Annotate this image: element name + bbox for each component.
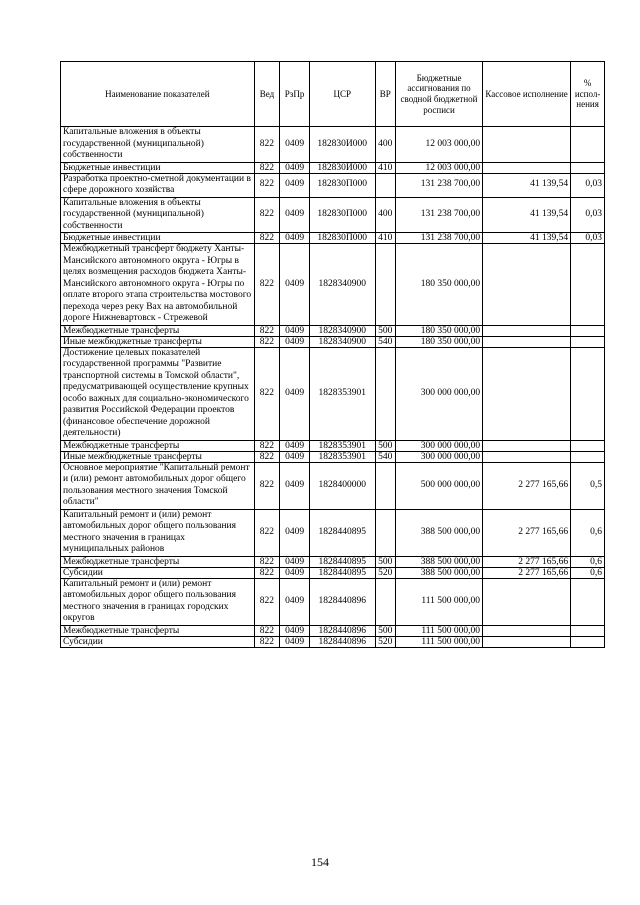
cell-rzpr: 0409 (280, 451, 310, 462)
cell-rzpr: 0409 (280, 197, 310, 233)
cell-pct (571, 244, 605, 326)
cell-name: Бюджетные инвестиции (61, 162, 255, 173)
cell-rzpr: 0409 (280, 567, 310, 578)
cell-name: Капитальные вложения в объекты государственной (муниципальной) собственности (61, 127, 255, 163)
cell-budget: 131 238 700,00 (395, 173, 482, 197)
cell-budget: 388 500 000,00 (395, 556, 482, 567)
cell-ved: 822 (254, 509, 280, 556)
cell-pct: 0,5 (571, 462, 605, 509)
cell-csr: 1828440896 (309, 625, 375, 636)
cell-pct: 0,03 (571, 197, 605, 233)
cell-budget: 388 500 000,00 (395, 567, 482, 578)
cell-name: Межбюджетные трансферты (61, 556, 255, 567)
cell-csr: 1828340900 (309, 336, 375, 347)
cell-csr: 182830П000 (309, 233, 375, 244)
cell-name: Капитальный ремонт и (или) ремонт автомобильных дорог общего пользования местного значения в границах городских округов (61, 578, 255, 625)
cell-rzpr: 0409 (280, 625, 310, 636)
header-vr: ВР (375, 62, 395, 127)
cell-name: Межбюджетные трансферты (61, 440, 255, 451)
cell-name: Межбюджетные трансферты (61, 325, 255, 336)
cell-rzpr: 0409 (280, 509, 310, 556)
cell-rzpr: 0409 (280, 336, 310, 347)
cell-cash (483, 325, 571, 336)
cell-pct (571, 347, 605, 440)
cell-cash: 2 277 165,66 (483, 509, 571, 556)
cell-cash: 41 139,54 (483, 197, 571, 233)
cell-pct (571, 451, 605, 462)
cell-budget: 12 003 000,00 (395, 162, 482, 173)
table-row (61, 162, 605, 173)
cell-pct (571, 440, 605, 451)
cell-pct: 0,6 (571, 567, 605, 578)
header-budget: Бюджетные ассигнования по сводной бюджетной росписи (395, 62, 482, 127)
table-header-row (61, 62, 605, 127)
cell-vr: 410 (375, 233, 395, 244)
cell-budget: 180 350 000,00 (395, 325, 482, 336)
cell-budget: 300 000 000,00 (395, 440, 482, 451)
table-row (61, 556, 605, 567)
cell-rzpr: 0409 (280, 347, 310, 440)
cell-csr: 1828440896 (309, 636, 375, 647)
cell-cash (483, 636, 571, 647)
cell-csr: 182830И000 (309, 162, 375, 173)
cell-name: Субсидии (61, 636, 255, 647)
cell-csr: 182830П000 (309, 197, 375, 233)
cell-ved: 822 (254, 197, 280, 233)
budget-execution-table (60, 61, 605, 648)
cell-name: Иные межбюджетные трансферты (61, 451, 255, 462)
cell-budget: 300 000 000,00 (395, 347, 482, 440)
table-row (61, 462, 605, 509)
cell-budget: 131 238 700,00 (395, 197, 482, 233)
cell-vr: 410 (375, 162, 395, 173)
cell-csr: 1828353901 (309, 440, 375, 451)
cell-pct: 0,6 (571, 509, 605, 556)
cell-cash: 2 277 165,66 (483, 567, 571, 578)
cell-cash: 41 139,54 (483, 173, 571, 197)
cell-rzpr: 0409 (280, 556, 310, 567)
cell-ved: 822 (254, 127, 280, 163)
table-row (61, 347, 605, 440)
cell-cash: 2 277 165,66 (483, 556, 571, 567)
cell-ved: 822 (254, 347, 280, 440)
cell-vr: 400 (375, 127, 395, 163)
table-row (61, 451, 605, 462)
table-row (61, 625, 605, 636)
cell-vr: 520 (375, 567, 395, 578)
cell-rzpr: 0409 (280, 244, 310, 326)
header-name: Наименование показателей (61, 62, 255, 127)
cell-vr: 540 (375, 336, 395, 347)
cell-vr: 500 (375, 325, 395, 336)
cell-csr: 182830И000 (309, 127, 375, 163)
cell-csr: 1828440895 (309, 567, 375, 578)
cell-vr (375, 509, 395, 556)
cell-csr: 182830П000 (309, 173, 375, 197)
table-row (61, 244, 605, 326)
cell-pct: 0,03 (571, 233, 605, 244)
cell-ved: 822 (254, 244, 280, 326)
cell-rzpr: 0409 (280, 173, 310, 197)
cell-cash (483, 578, 571, 625)
cell-pct (571, 127, 605, 163)
cell-cash: 41 139,54 (483, 233, 571, 244)
cell-vr (375, 347, 395, 440)
cell-name: Межбюджетный трансферт бюджету Ханты-Мансийского автономного округа - Югры в целях возмещения расходов бюджета Ханты-Мансийского автономного округа - Югры по оплате второго этапа строительства мостового перехода через реку Вах на автомобильной дороге Нижневартовск - Стрежевой (61, 244, 255, 326)
cell-ved: 822 (254, 173, 280, 197)
table-row (61, 336, 605, 347)
header-csr: ЦСР (309, 62, 375, 127)
cell-name: Разработка проектно-сметной документации в сфере дорожного хозяйства (61, 173, 255, 197)
cell-rzpr: 0409 (280, 578, 310, 625)
cell-ved: 822 (254, 336, 280, 347)
cell-pct: 0,03 (571, 173, 605, 197)
cell-ved: 822 (254, 162, 280, 173)
cell-ved: 822 (254, 578, 280, 625)
cell-ved: 822 (254, 440, 280, 451)
cell-rzpr: 0409 (280, 162, 310, 173)
cell-budget: 111 500 000,00 (395, 636, 482, 647)
table-row (61, 440, 605, 451)
cell-cash (483, 244, 571, 326)
cell-csr: 1828353901 (309, 347, 375, 440)
cell-ved: 822 (254, 556, 280, 567)
cell-budget: 300 000 000,00 (395, 451, 482, 462)
cell-cash (483, 336, 571, 347)
cell-csr: 1828440896 (309, 578, 375, 625)
cell-vr (375, 173, 395, 197)
cell-budget: 131 238 700,00 (395, 233, 482, 244)
cell-budget: 111 500 000,00 (395, 578, 482, 625)
cell-name: Субсидии (61, 567, 255, 578)
cell-vr: 520 (375, 636, 395, 647)
cell-budget: 180 350 000,00 (395, 244, 482, 326)
cell-vr: 500 (375, 625, 395, 636)
table-row (61, 636, 605, 647)
cell-budget: 500 000 000,00 (395, 462, 482, 509)
header-cash: Кассовое исполнение (483, 62, 571, 127)
cell-rzpr: 0409 (280, 636, 310, 647)
cell-cash: 2 277 165,66 (483, 462, 571, 509)
cell-csr: 1828440895 (309, 509, 375, 556)
cell-name: Достижение целевых показателей государственной программы "Развитие транспортной системы в Томской области", предусматривающей осуществление крупных особо важных для социально-экономического развития Российской Федерации проектов (финансовое обеспечение дорожной деятельности) (61, 347, 255, 440)
table-row (61, 325, 605, 336)
cell-name: Межбюджетные трансферты (61, 625, 255, 636)
table-row (61, 578, 605, 625)
cell-pct (571, 636, 605, 647)
cell-pct (571, 336, 605, 347)
cell-name: Основное мероприятие "Капитальный ремонт и (или) ремонт автомобильных дорог общего пользования местного значения Томской области" (61, 462, 255, 509)
cell-name: Капитальный ремонт и (или) ремонт автомобильных дорог общего пользования местного значения в границах муниципальных районов (61, 509, 255, 556)
cell-budget: 12 003 000,00 (395, 127, 482, 163)
cell-vr: 500 (375, 556, 395, 567)
cell-cash (483, 347, 571, 440)
cell-cash (483, 625, 571, 636)
cell-rzpr: 0409 (280, 462, 310, 509)
cell-budget: 180 350 000,00 (395, 336, 482, 347)
cell-ved: 822 (254, 567, 280, 578)
cell-ved: 822 (254, 325, 280, 336)
cell-ved: 822 (254, 462, 280, 509)
cell-rzpr: 0409 (280, 325, 310, 336)
cell-vr: 400 (375, 197, 395, 233)
cell-name: Капитальные вложения в объекты государственной (муниципальной) собственности (61, 197, 255, 233)
cell-csr: 1828340900 (309, 244, 375, 326)
header-ved: Вед (254, 62, 280, 127)
cell-pct (571, 578, 605, 625)
cell-cash (483, 451, 571, 462)
cell-ved: 822 (254, 451, 280, 462)
cell-csr: 1828353901 (309, 451, 375, 462)
table-row (61, 509, 605, 556)
cell-rzpr: 0409 (280, 233, 310, 244)
cell-vr (375, 578, 395, 625)
page-number: 154 (311, 855, 329, 869)
cell-pct: 0,6 (571, 556, 605, 567)
table-row (61, 197, 605, 233)
table-row (61, 567, 605, 578)
cell-pct (571, 625, 605, 636)
cell-csr: 1828340900 (309, 325, 375, 336)
header-pct: % испол-нения (571, 62, 605, 127)
cell-name: Иные межбюджетные трансферты (61, 336, 255, 347)
cell-rzpr: 0409 (280, 127, 310, 163)
cell-cash (483, 162, 571, 173)
cell-cash (483, 440, 571, 451)
cell-budget: 388 500 000,00 (395, 509, 482, 556)
cell-ved: 822 (254, 625, 280, 636)
cell-budget: 111 500 000,00 (395, 625, 482, 636)
cell-name: Бюджетные инвестиции (61, 233, 255, 244)
cell-pct (571, 325, 605, 336)
table-body (61, 127, 605, 648)
cell-vr (375, 244, 395, 326)
cell-cash (483, 127, 571, 163)
cell-pct (571, 162, 605, 173)
header-rzpr: РзПр (280, 62, 310, 127)
cell-vr: 500 (375, 440, 395, 451)
cell-ved: 822 (254, 636, 280, 647)
cell-csr: 1828440895 (309, 556, 375, 567)
cell-ved: 822 (254, 233, 280, 244)
table-row (61, 127, 605, 163)
cell-csr: 1828400000 (309, 462, 375, 509)
cell-vr (375, 462, 395, 509)
table-row (61, 173, 605, 197)
cell-rzpr: 0409 (280, 440, 310, 451)
table-row (61, 233, 605, 244)
cell-vr: 540 (375, 451, 395, 462)
